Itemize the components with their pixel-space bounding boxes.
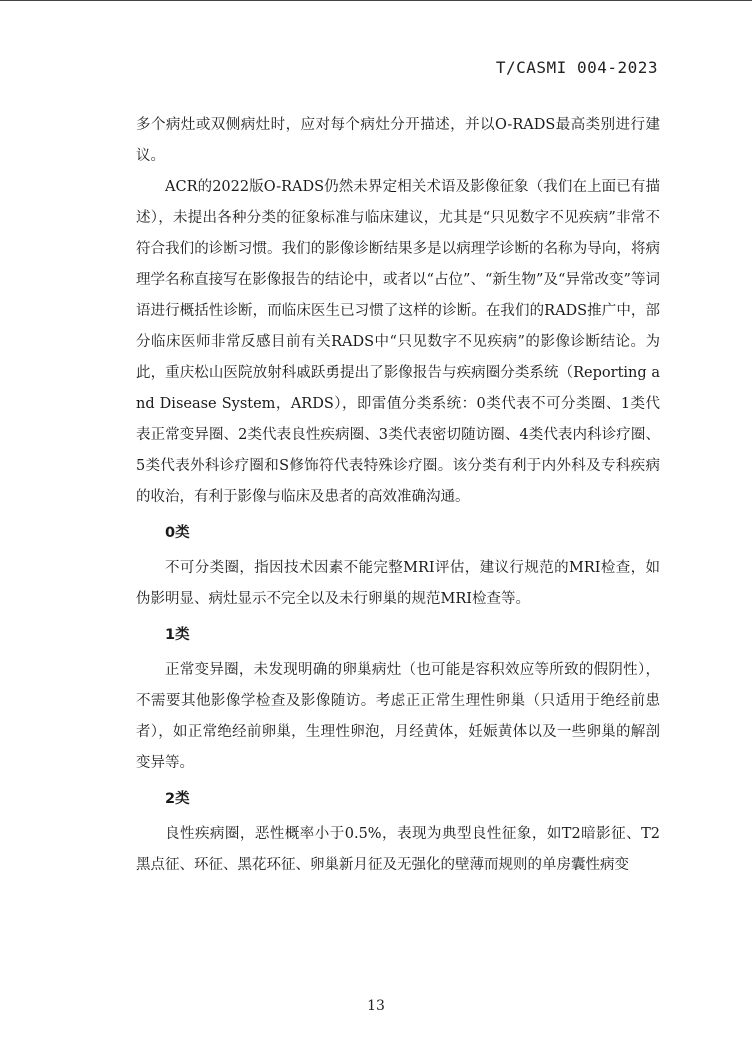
document-body [136,110,660,881]
section-text-class-0: 不可分类圈，指因技术因素不能完整MRI评估，建议行规范的MRI检查，如伪影明显、病灶显示不完全以及未行卵巢的规范MRI检查等。 [136,560,660,607]
page-number: 13 [367,998,385,1014]
paragraph-continued: 多个病灶或双侧病灶时，应对每个病灶分开描述，并以O-RADS最高类别进行建议。 [136,117,660,164]
section-text-class-2: 良性疾病圈，恶性概率小于0.5%，表现为典型良性征象，如T2暗影征、T2黑点征、环征、黑花环征、卵巢新月征及无强化的壁薄而规则的单房囊性病变 [136,826,660,873]
section-heading-class-2: 2类 [165,791,190,807]
section-heading-class-1: 1类 [165,627,190,643]
section-text-class-1: 正常变异圈，未发现明确的卵巢病灶（也可能是容积效应等所致的假阴性），不需要其他影像学检查及影像随访。考虑正正常生理性卵巢（只适用于绝经前患者），如正常绝经前卵巢，生理性卵泡，月经黄体，妊娠黄体以及一些卵巢的解剖变异等。 [136,662,660,771]
page-top-rule [0,0,752,1]
document-code: T/CASMI 004-2023 [495,58,658,77]
paragraph-ards-intro: ACR的2022版O-RADS仍然未界定相关术语及影像征象（我们在上面已有描述），未提出各种分类的征象标准与临床建议，尤其是“只见数字不见疾病”非常不符合我们的诊断习惯。我们的影像诊断结果多是以病理学诊断的名称为导向，将病理学名称直接写在影像报告的结论中，或者以“占位”、“新生物”及“异常改变”等词语进行概括性诊断，而临床医生已习惯了这样的诊断。在我们的RADS推广中，部分临床医师非常反感目前有关RADS中“只见数字不见疾病”的影像诊断结论。为此，重庆松山医院放射科戚跃勇提出了影像报告与疾病圈分类系统（Reporting and Disease System，ARDS），即雷值分类系统：0类代表不可分类圈、1类代表正常变异圈、2类代表良性疾病圈、3类代表密切随访圈、4类代表内科诊疗圈、5类代表外科诊疗圈和S修饰符代表特殊诊疗圈。该分类有利于内外科及专科疾病的收治，有利于影像与临床及患者的高效准确沟通。 [136,179,660,505]
section-heading-class-0: 0类 [165,525,190,541]
